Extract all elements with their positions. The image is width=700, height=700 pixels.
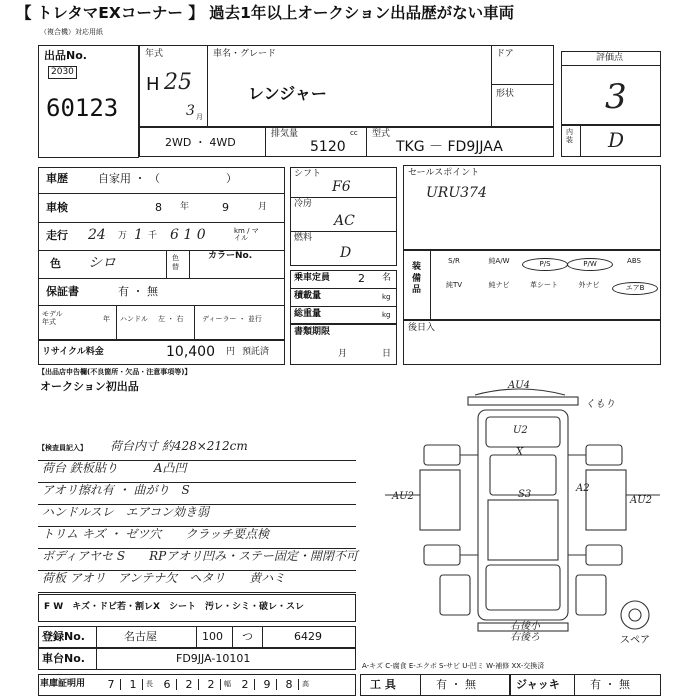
handle-value: 左 ・ 右 [158,315,184,323]
cert-digit: 2 [202,679,221,690]
registration-place: 名古屋 [124,630,157,643]
diagram-label-left: AU2 [392,491,415,502]
equipment-item: 純TV [445,281,463,289]
diagram-label-rear: 右後ろ [510,632,540,643]
jack-value: 有 ・ 無 [590,678,630,691]
score-value: 3 [605,77,627,117]
aircon-value: AC [334,213,355,229]
interior-label: 内装 [566,128,573,145]
vehicle-name: レンジャー [248,84,327,103]
model-year-label: モデル年式 [42,310,63,326]
chassis-value: FD9JJA-10101 [176,652,251,665]
spare-label: スペア [620,635,650,645]
inspector-label: 【検査員記入】 [38,444,87,452]
year-era: H [146,74,160,95]
equipment-item: エアB [612,282,658,295]
history-label: 車歴 [46,172,68,185]
capacity-value: 2 [358,272,365,285]
doc-day: 日 [382,349,392,359]
mileage-unit: km / マイル [234,227,259,242]
diagram-label-right-door: A2 [576,483,590,494]
displacement-label: 排気量 [271,129,299,139]
diagram-label-rear-small: 右後小 [510,621,540,632]
equipment-item: 革シート [530,281,558,289]
model-label: 型式 [372,129,391,139]
fuel-label: 燃料 [294,233,313,243]
capacity-unit: 名 [382,273,392,283]
recycle-amount: 10,400 [166,344,215,360]
displacement-value: 5120 [310,139,346,155]
fuel-value: D [340,245,352,261]
capacity-label: 乗車定員 [294,273,331,283]
doc-label: 書類期限 [294,327,331,337]
registration-kana: つ [242,630,253,643]
inspection-year-unit: 年 [180,202,190,212]
diagram-label-windshield: X [516,447,524,458]
inspector-note-line: トリム キズ ・ ゼツ穴 クラッチ要点検 [42,527,269,541]
sen-unit: 千 [148,231,158,241]
door-label: ドア [496,49,514,59]
color-label: 色 [50,257,61,270]
damage-diagram [380,375,670,645]
equipment-item: 外ナビ [578,281,600,289]
header-subtitle: （複合機）対応用紙 [40,28,103,36]
model-year-unit: 年 [103,315,110,323]
inspection-month-unit: 月 [258,202,268,212]
model-value: TKG － FD9JJAA [396,139,503,155]
inspection-month: 9 [222,201,229,214]
diagram-label-front: AU4 [508,380,531,391]
displacement-unit: cc [350,129,358,137]
notes-header: 【出品店申告欄(不良箇所・欠品・注意事項等)】 [38,368,192,376]
color-no-label: カラーNo. [208,251,253,261]
mileage-hand: 6 1 0 [170,227,206,243]
diagram-label-hood: U2 [513,425,528,436]
man-unit: 万 [118,231,128,241]
equipment-item: P/W [567,258,613,271]
weight-unit: kg [382,311,391,319]
diagram-label-right: AU2 [630,495,653,506]
handle-label: ハンドル [120,315,148,323]
mileage-label: 走行 [46,229,68,242]
doc-month: 月 [338,349,348,359]
mileage-sen: 1 [134,227,143,243]
registration-label: 登録No. [42,630,85,643]
registration-number: 6429 [294,630,322,643]
inspection-year: 8 [155,201,162,214]
load-unit: kg [382,293,391,301]
name-label: 車名・グレード [213,49,277,59]
cert-digit: 7 [102,679,121,690]
shape-label: 形状 [496,89,515,99]
rating-line: F W キズ・ドビ若・割レX シート 汚レ・シミ・破レ・スレ [44,602,304,612]
cert-digit: 1 [124,679,143,690]
after-input-box [403,320,661,365]
cert-unit: 長 [146,680,153,688]
cert-unit: 高 [302,680,309,688]
inspector-note-line: 荷板 アオリ アンテナ欠 ヘタリ 黄ハミ [42,571,286,585]
equipment-item: S/R [448,257,460,265]
mileage-man: 24 [88,227,106,243]
cert-digit: 6 [158,679,177,690]
year-value: 25 [164,70,192,95]
recycle-yen: 円 [226,347,236,357]
cert-digit: 8 [280,679,299,690]
damage-legend: A-キズ C-腐食 E-エクボ S-サビ U-凹ミ W-補修 XX-交換済 [362,662,545,670]
color-value: シロ [88,255,116,271]
recycle-label: リサイクル料金 [42,347,104,357]
equipment-item: 純A/W [488,257,510,265]
cert-digit: 2 [180,679,199,690]
cert-label: 車庫証明用 [40,679,86,689]
sales-label: セールスポイント [408,168,480,178]
lot-code: 2030 [48,66,77,79]
cert-digit: 9 [258,679,277,690]
inspection-label: 車検 [46,201,68,214]
aircon-label: 冷房 [294,199,313,209]
sales-value: URU374 [426,185,487,201]
interior-value: D [608,128,625,152]
header-title: 【 トレタマEXコーナー 】 過去1年以上オークション出品歴がない車両 [16,4,515,22]
warranty-value: 有 ・ 無 [118,285,158,298]
recycle-deposit: 預託済 [242,347,270,357]
inspector-note-line: アオリ擦れ有 ・ 曲がり S [42,483,190,497]
chassis-label: 車台No. [42,652,85,665]
score-label: 評価点 [596,53,624,63]
tools-value: 有 ・ 無 [436,678,476,691]
diagram-label-roof: S3 [518,489,532,500]
history-value: 自家用 ・ （ ） [98,172,237,185]
dealer-label: ディーラー ・ 並行 [202,315,262,323]
weight-label: 総重量 [294,309,322,319]
notes-first: オークション初出品 [40,380,139,393]
inspector-note-line: ボディアヤセ S RPアオリ凹み・ステー固定・開閉不可 [42,549,358,563]
shift-label: シフト [294,169,322,179]
load-label: 積載量 [294,291,322,301]
cert-digits [100,674,356,696]
cert-unit: 幅 [224,680,231,688]
lot-label: 出品No. [44,49,87,62]
lot-number: 60123 [46,94,119,122]
warranty-label: 保証書 [46,285,79,298]
year-month: 3 [186,103,195,119]
shift-value: F6 [332,179,351,195]
year-label: 年式 [145,49,164,59]
inspector-note-line: 荷台内寸 約428×212cm [110,439,248,453]
diagram-label-mirror: くもり [585,399,615,410]
drive-value: 2WD ・ 4WD [165,136,236,149]
cert-digit: 2 [236,679,255,690]
inspector-note-line: 荷台 鉄板貼り A凸凹 [42,461,187,475]
inspector-note-line: ハンドルスレ エアコン効き弱 [42,505,210,519]
equipment-item: ABS [627,257,641,265]
equipment-item: 純ナビ [488,281,510,289]
equipment-label: 装備品 [412,262,422,296]
equipment-item: P/S [522,258,568,271]
color-change-label: 色替 [172,254,179,272]
after-input-label: 後日入 [408,323,436,333]
tools-label: 工 具 [370,678,396,691]
jack-label: ジャッキ [516,678,560,691]
month-unit: 月 [196,113,203,121]
registration-class: 100 [202,630,223,643]
